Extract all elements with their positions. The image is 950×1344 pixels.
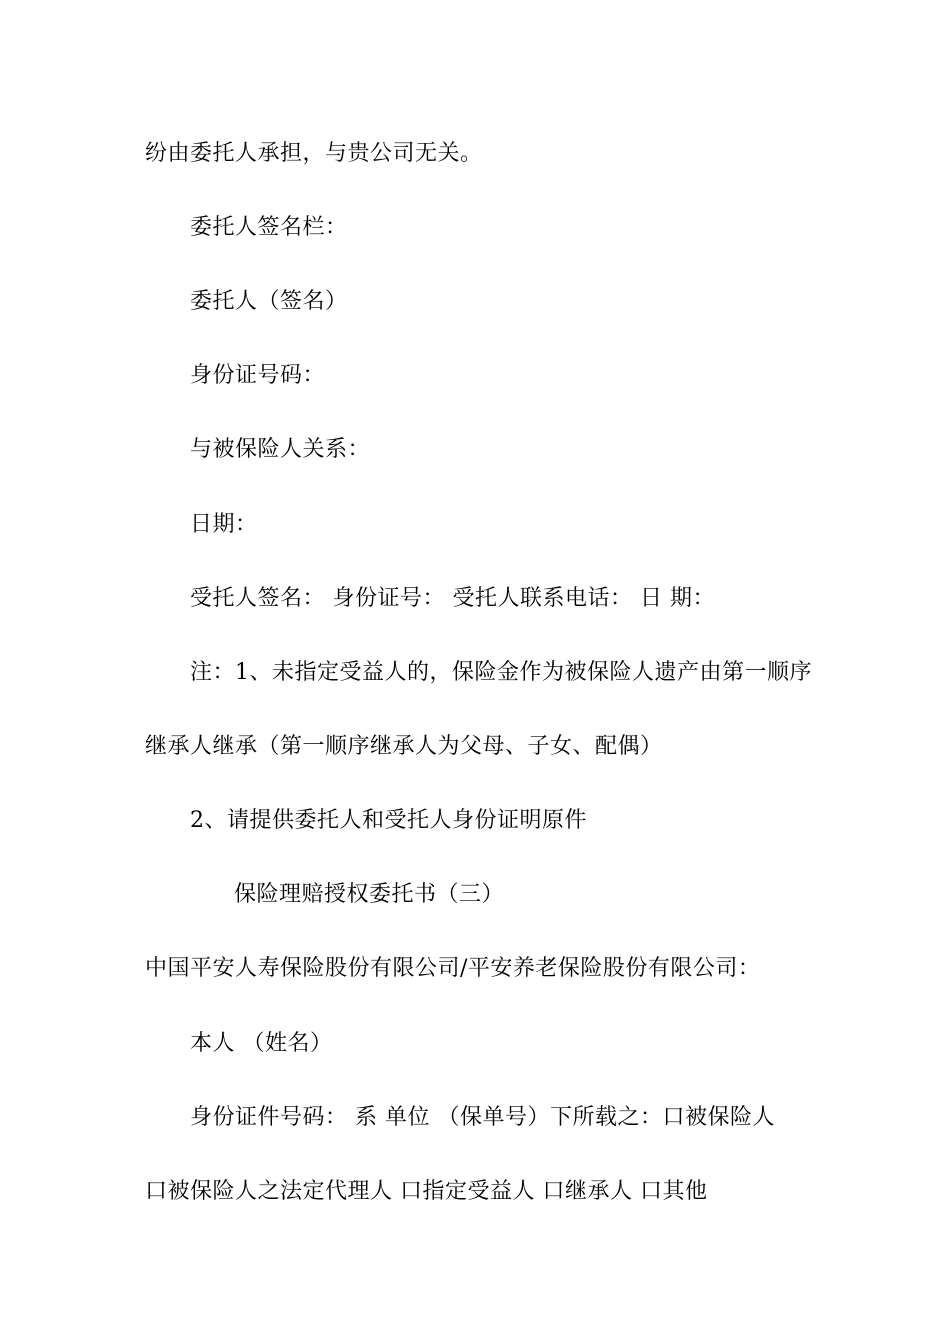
addressee: 中国平安人寿保险股份有限公司/平安养老保险股份有限公司： — [145, 956, 761, 981]
note-item-1-continuation: 继承人继承（第一顺序继承人为父母、子女、配偶） — [145, 734, 663, 759]
name-line: 本人 （姓名） — [190, 1031, 333, 1056]
paragraph-continuation: 纷由委托人承担，与贵公司无关。 — [145, 141, 483, 166]
relationship-label: 与被保险人关系： — [190, 437, 371, 462]
principal-signature-section: 委托人签名栏： — [190, 215, 348, 240]
section-title: 保险理赔授权委托书（三） — [234, 882, 505, 907]
role-options-line: 口被保险人之法定代理人 口指定受益人 口继承人 口其他 — [145, 1179, 708, 1204]
agent-signature-line: 受托人签名： 身份证号： 受托人联系电话： 日 期： — [190, 586, 715, 611]
note-item-2: 2、请提供委托人和受托人身份证明原件 — [190, 808, 587, 833]
principal-signature-label: 委托人（签名） — [190, 289, 348, 314]
note-item-1: 注：1、未指定受益人的，保险金作为被保险人遗产由第一顺序 — [190, 660, 812, 685]
id-number-label: 身份证号码： — [190, 363, 326, 388]
id-policy-line: 身份证件号码： 系 单位 （保单号）下所载之：口被保险人 — [190, 1105, 775, 1130]
date-label: 日期： — [190, 512, 258, 537]
